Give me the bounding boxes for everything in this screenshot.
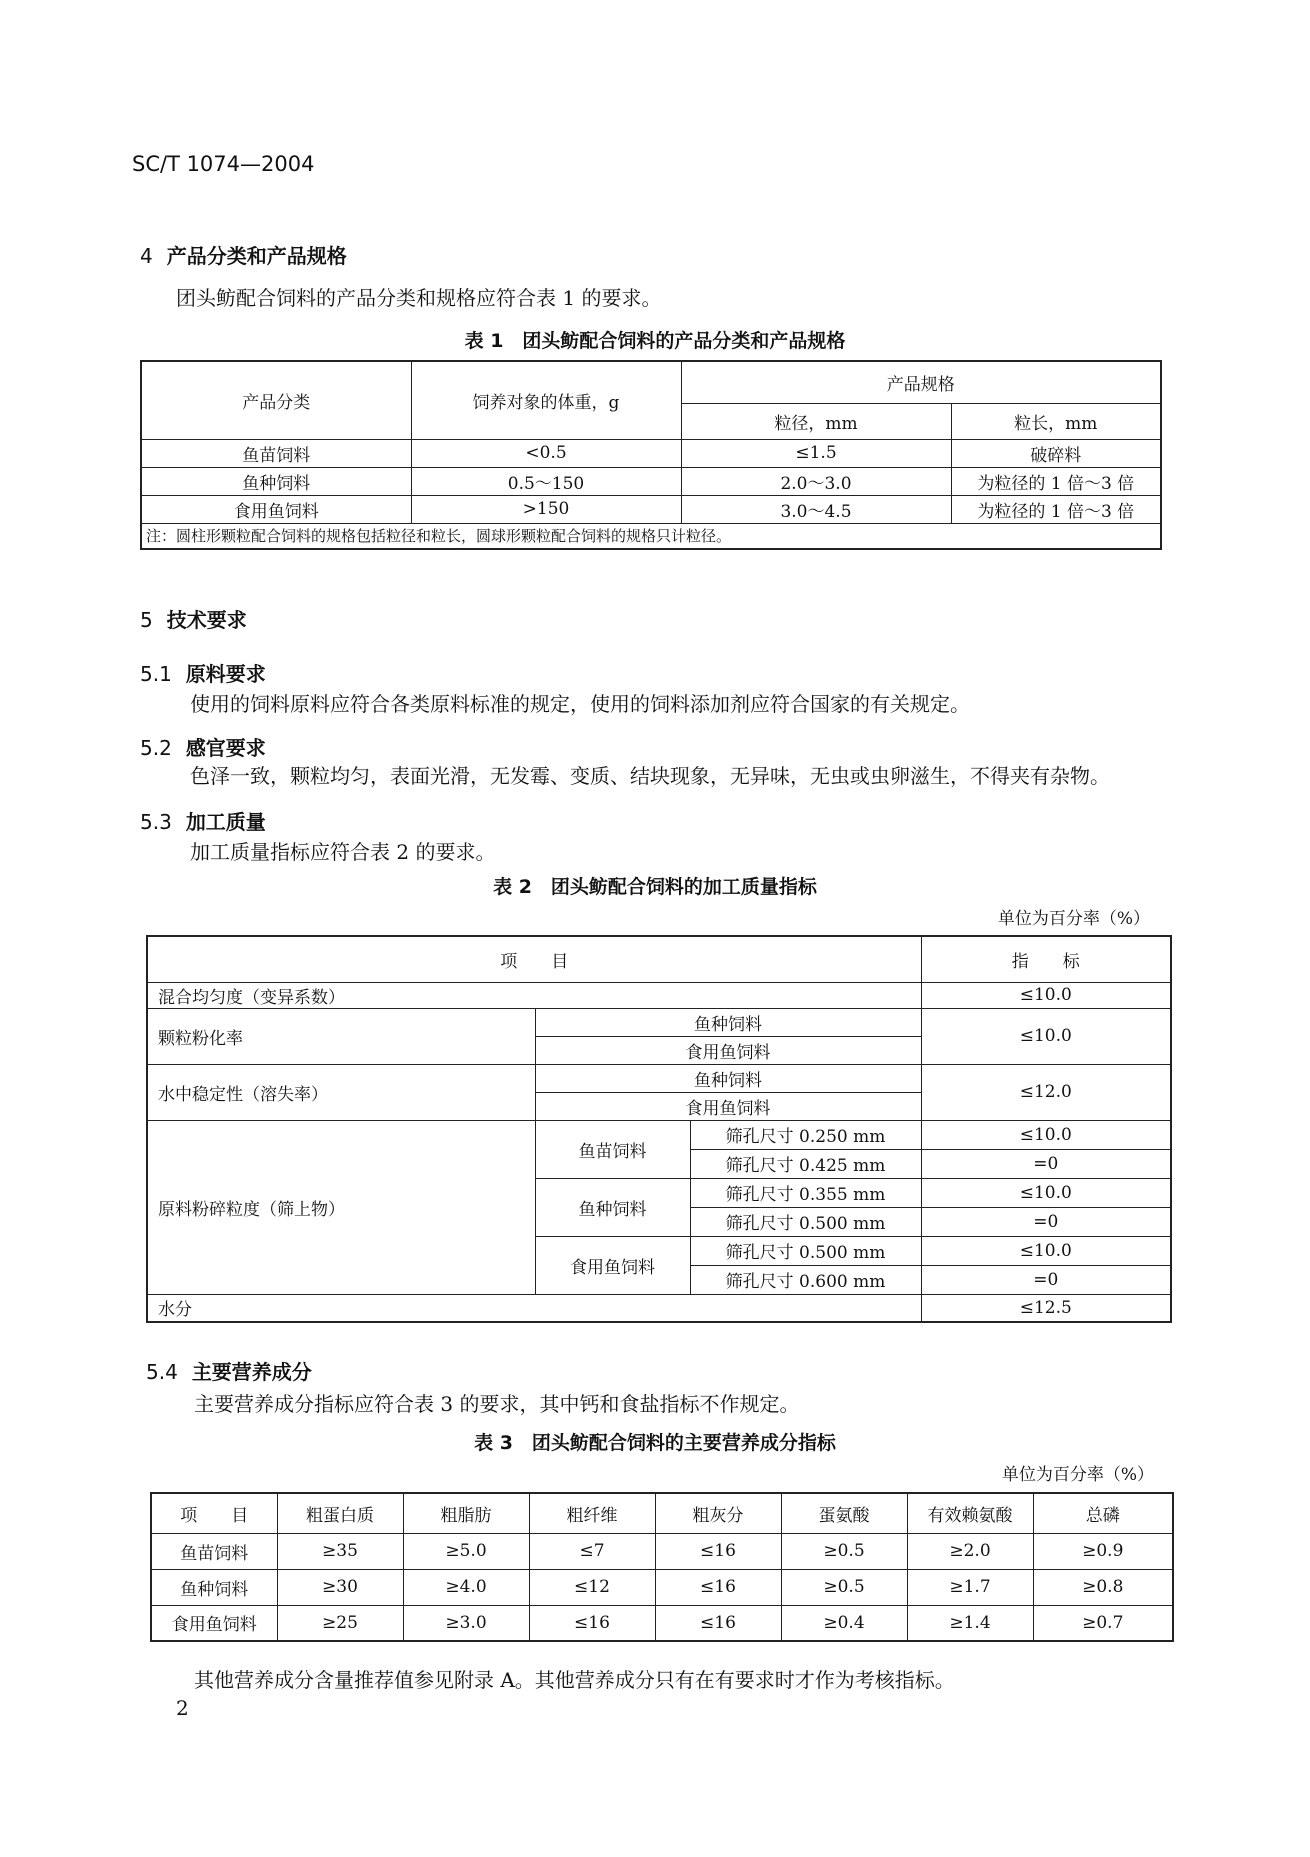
- table-cell: 鱼种饲料: [535, 1008, 921, 1036]
- table-row: [147, 1294, 1171, 1322]
- section-title: 原料要求: [185, 662, 266, 686]
- table-cell: ≥2.0: [907, 1533, 1033, 1569]
- table-cell: ≤16: [655, 1533, 781, 1569]
- table-cell: ≥0.4: [781, 1605, 907, 1641]
- table-cell: ≥0.9: [1033, 1533, 1173, 1569]
- table-cell: ≥0.8: [1033, 1569, 1173, 1605]
- table-cell: >150: [411, 495, 681, 523]
- table-cell: ≥30: [277, 1569, 403, 1605]
- table-row: [147, 1008, 1171, 1036]
- section-number: 5.2: [140, 736, 172, 760]
- table-row: [151, 1569, 1173, 1605]
- table-cell: 食用鱼饲料: [535, 1092, 921, 1120]
- table-cell: 混合均匀度（变异系数）: [147, 982, 921, 1008]
- table-cell: =0: [921, 1207, 1171, 1236]
- table-cell: ≥4.0: [403, 1569, 529, 1605]
- table-row: [151, 1533, 1173, 1569]
- table3: [150, 1492, 1174, 1642]
- table-cell: ≤10.0: [921, 1008, 1171, 1064]
- table3-caption: 表 3 团头鲂配合饲料的主要营养成分指标: [474, 1432, 836, 1454]
- section-4-paragraph: 团头鲂配合饲料的产品分类和规格应符合表 1 的要求。: [176, 286, 662, 310]
- table-cell: ≤16: [655, 1605, 781, 1641]
- table-cell: 食用鱼饲料: [141, 495, 411, 523]
- section-5-2-text: 色泽一致，颗粒均匀，表面光滑，无发霉、变质、结块现象，无异味，无虫或虫卵滋生，不得夹有杂物。: [190, 764, 1110, 788]
- table3-header-cell: 总磷: [1033, 1493, 1173, 1533]
- table-cell: ≤1.5: [681, 439, 951, 467]
- table-cell: ≤10.0: [921, 982, 1171, 1008]
- table2: [146, 935, 1172, 1323]
- table-cell: 3.0～4.5: [681, 495, 951, 523]
- table-cell: 为粒径的 1 倍～3 倍: [951, 495, 1161, 523]
- table3-header-cell: 粗纤维: [529, 1493, 655, 1533]
- section-5-4-after-text: 其他营养成分含量推荐值参见附录 A。其他营养成分只有在有要求时才作为考核指标。: [194, 1668, 955, 1692]
- table3-header-cell: 粗脂肪: [403, 1493, 529, 1533]
- table-cell: ≥25: [277, 1605, 403, 1641]
- table-cell: ≤16: [529, 1605, 655, 1641]
- table-row: [151, 1605, 1173, 1641]
- table-cell: ≤7: [529, 1533, 655, 1569]
- table-cell: ≥5.0: [403, 1533, 529, 1569]
- section-5-4-heading: [146, 1356, 312, 1385]
- section-number: 5.3: [140, 810, 172, 834]
- table-cell: 筛孔尺寸 0.500 mm: [690, 1207, 921, 1236]
- table-cell: 筛孔尺寸 0.250 mm: [690, 1120, 921, 1149]
- table-cell: 食用鱼饲料: [151, 1605, 277, 1641]
- table1-header-length: 粒长，mm: [951, 403, 1161, 439]
- table-cell: 颗粒粉化率: [147, 1008, 535, 1064]
- standard-code: SC/T 1074—2004: [132, 152, 315, 176]
- table-cell: 筛孔尺寸 0.425 mm: [690, 1149, 921, 1178]
- table1: [140, 360, 1162, 550]
- table-cell: 鱼种饲料: [535, 1178, 690, 1236]
- table-cell: 原料粉碎粒度（筛上物）: [147, 1120, 535, 1294]
- table-cell: 筛孔尺寸 0.500 mm: [690, 1236, 921, 1265]
- table2-caption: 表 2 团头鲂配合饲料的加工质量指标: [493, 876, 817, 898]
- section-5-2-heading: [140, 732, 266, 761]
- table-cell: 0.5～150: [411, 467, 681, 495]
- table-cell: 筛孔尺寸 0.355 mm: [690, 1178, 921, 1207]
- table-cell: ≤10.0: [921, 1236, 1171, 1265]
- table-row: [141, 439, 1161, 467]
- table-cell: ≥0.5: [781, 1533, 907, 1569]
- table-cell: 水分: [147, 1294, 921, 1322]
- table3-header-cell: 粗蛋白质: [277, 1493, 403, 1533]
- table3-header-cell: 粗灰分: [655, 1493, 781, 1533]
- table-cell: ≥0.7: [1033, 1605, 1173, 1641]
- table-cell: 筛孔尺寸 0.600 mm: [690, 1265, 921, 1294]
- table-row: [141, 467, 1161, 495]
- table-cell: =0: [921, 1265, 1171, 1294]
- section-5-4-text: 主要营养成分指标应符合表 3 的要求，其中钙和食盐指标不作规定。: [194, 1392, 800, 1416]
- table2-header-item: 项 目: [147, 936, 921, 982]
- table-cell: ≥35: [277, 1533, 403, 1569]
- section-title: 主要营养成分: [191, 1360, 312, 1384]
- table1-note: 注：圆柱形颗粒配合饲料的规格包括粒径和粒长，圆球形颗粒配合饲料的规格只计粒径。: [141, 523, 1161, 549]
- table-cell: 为粒径的 1 倍～3 倍: [951, 467, 1161, 495]
- table-cell: 2.0～3.0: [681, 467, 951, 495]
- table-cell: ≥1.7: [907, 1569, 1033, 1605]
- table-cell: 食用鱼饲料: [535, 1036, 921, 1064]
- table3-unit: 单位为百分率（%）: [1001, 1465, 1154, 1485]
- table3-header-cell: 蛋氨酸: [781, 1493, 907, 1533]
- section-title: 产品分类和产品规格: [166, 244, 347, 268]
- table3-header-cell: 有效赖氨酸: [907, 1493, 1033, 1533]
- table-cell: 破碎料: [951, 439, 1161, 467]
- table1-header-category: 产品分类: [141, 361, 411, 439]
- section-4-heading: [140, 240, 347, 269]
- table-cell: 鱼种饲料: [535, 1064, 921, 1092]
- table-cell: =0: [921, 1149, 1171, 1178]
- table-row: [147, 1064, 1171, 1092]
- section-5-heading: [140, 604, 247, 633]
- table-cell: <0.5: [411, 439, 681, 467]
- table-cell: 鱼苗饲料: [151, 1533, 277, 1569]
- section-title: 感官要求: [185, 736, 266, 760]
- table-cell: 食用鱼饲料: [535, 1236, 690, 1294]
- table-cell: ≤12.5: [921, 1294, 1171, 1322]
- page-number: 2: [176, 1696, 189, 1720]
- table-row: [147, 1120, 1171, 1149]
- table-row: [141, 495, 1161, 523]
- table-cell: ≤12.0: [921, 1064, 1171, 1120]
- section-number: 5.1: [140, 662, 172, 686]
- table-row: [147, 982, 1171, 1008]
- table-cell: 水中稳定性（溶失率）: [147, 1064, 535, 1120]
- section-title: 技术要求: [166, 608, 247, 632]
- table-cell: 鱼苗饲料: [535, 1120, 690, 1178]
- table-cell: ≥3.0: [403, 1605, 529, 1641]
- table3-header-row: [151, 1493, 1173, 1533]
- table-cell: ≥1.4: [907, 1605, 1033, 1641]
- table-cell: ≤10.0: [921, 1178, 1171, 1207]
- table-cell: ≤16: [655, 1569, 781, 1605]
- section-5-3-text: 加工质量指标应符合表 2 的要求。: [190, 840, 496, 864]
- section-5-1-text: 使用的饲料原料应符合各类原料标准的规定，使用的饲料添加剂应符合国家的有关规定。: [190, 692, 970, 716]
- table1-header-spec: 产品规格: [681, 361, 1161, 403]
- table3-header-cell: 项 目: [151, 1493, 277, 1533]
- table-cell: ≥0.5: [781, 1569, 907, 1605]
- section-number: 5.4: [146, 1360, 178, 1384]
- table-cell: ≤12: [529, 1569, 655, 1605]
- section-5-1-heading: [140, 658, 266, 687]
- table-cell: 鱼苗饲料: [141, 439, 411, 467]
- section-number: 5: [140, 608, 153, 632]
- table1-header-diameter: 粒径，mm: [681, 403, 951, 439]
- table1-caption: 表 1 团头鲂配合饲料的产品分类和产品规格: [464, 330, 846, 352]
- section-title: 加工质量: [185, 810, 266, 834]
- table-cell: ≤10.0: [921, 1120, 1171, 1149]
- table2-header-index: 指 标: [921, 936, 1171, 982]
- section-5-3-heading: [140, 806, 266, 835]
- section-number: 4: [140, 244, 153, 268]
- table2-unit: 单位为百分率（%）: [997, 909, 1150, 929]
- table-cell: 鱼种饲料: [141, 467, 411, 495]
- table-cell: 鱼种饲料: [151, 1569, 277, 1605]
- table1-header-weight: 饲养对象的体重，g: [411, 361, 681, 439]
